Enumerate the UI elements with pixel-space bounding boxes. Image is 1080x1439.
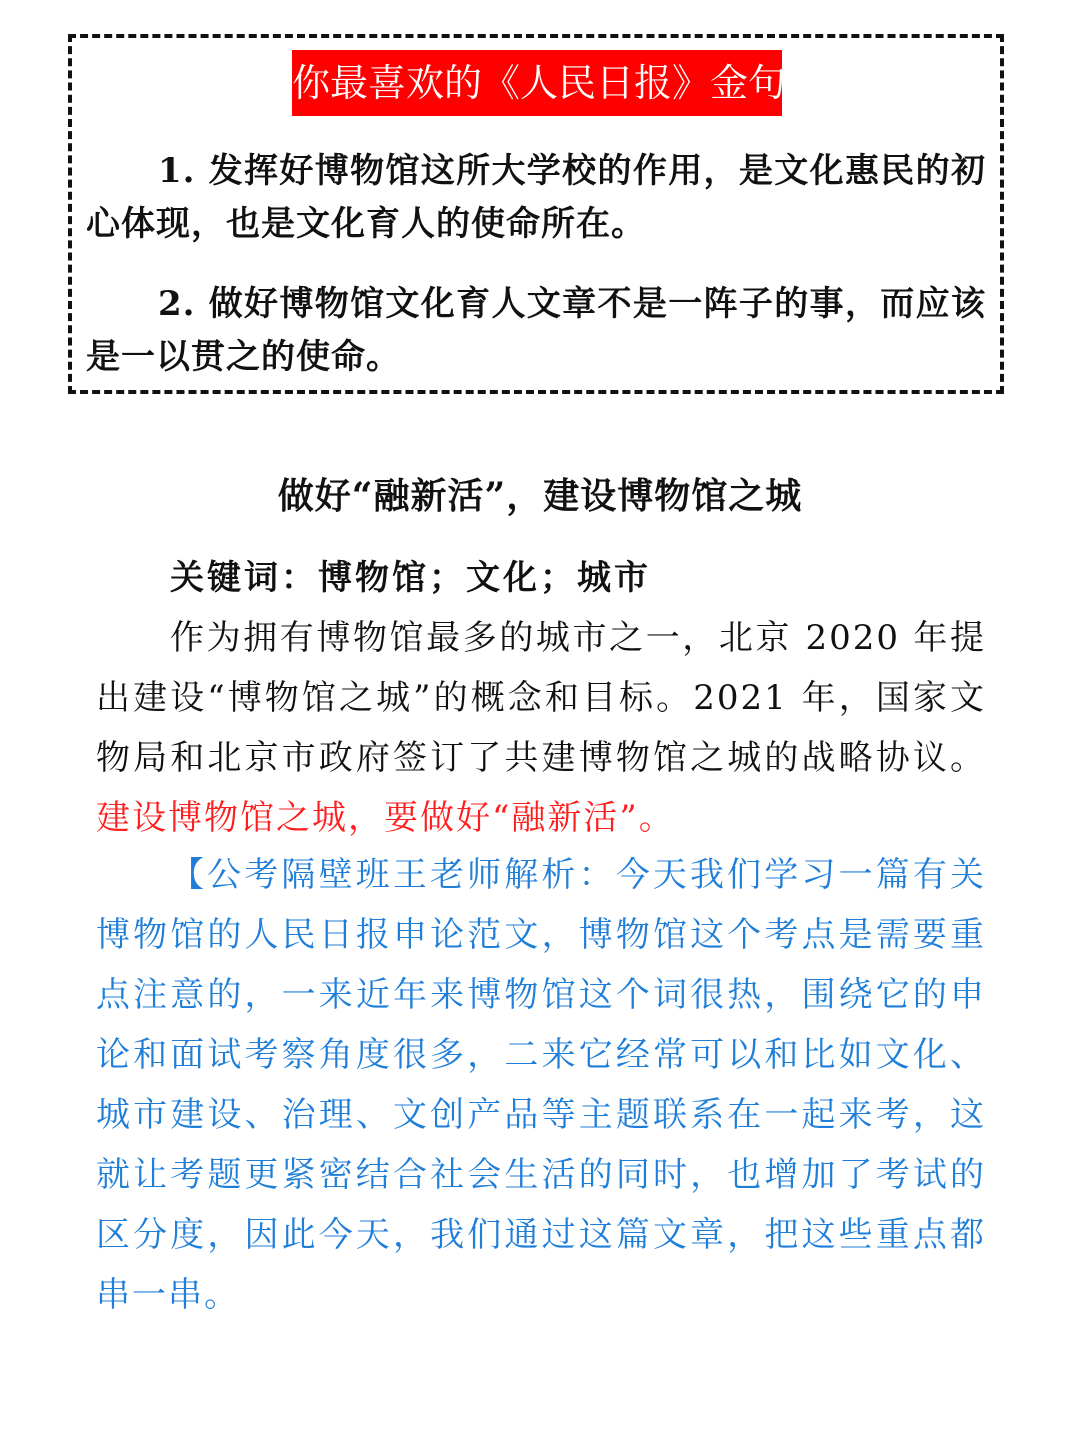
intro-paragraph	[96, 608, 986, 848]
intro-text: 作为拥有博物馆最多的城市之一，北京 2020 年提出建设“博物馆之城”的概念和目标。2021 年，国家文物局和北京市政府签订了共建博物馆之城的战略协议。	[96, 618, 986, 778]
article-keywords: 关键词：博物馆；文化；城市	[170, 558, 651, 598]
article-title: 做好“融新活”，建设博物馆之城	[277, 475, 803, 517]
quote-item-1: 1. 发挥好博物馆这所大学校的作用，是文化惠民的初心体现，也是文化育人的使命所在。	[86, 151, 986, 244]
intro-highlight: 建设博物馆之城，要做好“融新活”。	[96, 798, 675, 838]
quote-item-2: 2. 做好博物馆文化育人文章不是一阵子的事，而应该是一以贯之的使命。	[86, 284, 986, 377]
analysis-paragraph: 【公考隔壁班王老师解析：今天我们学习一篇有关博物馆的人民日报申论范文，博物馆这个考点是需要重点注意的，一来近年来博物馆这个词很热，围绕它的申论和面试考察角度很多，二来它经常可以和比如文化、城市建设、治理、文创产品等主题联系在一起来考，这就让考题更紧密结合社会生活的同时，也增加了考试的区分度，因此今天，我们通过这篇文章，把这些重点都串一串。	[96, 855, 986, 1315]
quote-box-title: 你最喜欢的《人民日报》金句	[292, 50, 782, 116]
